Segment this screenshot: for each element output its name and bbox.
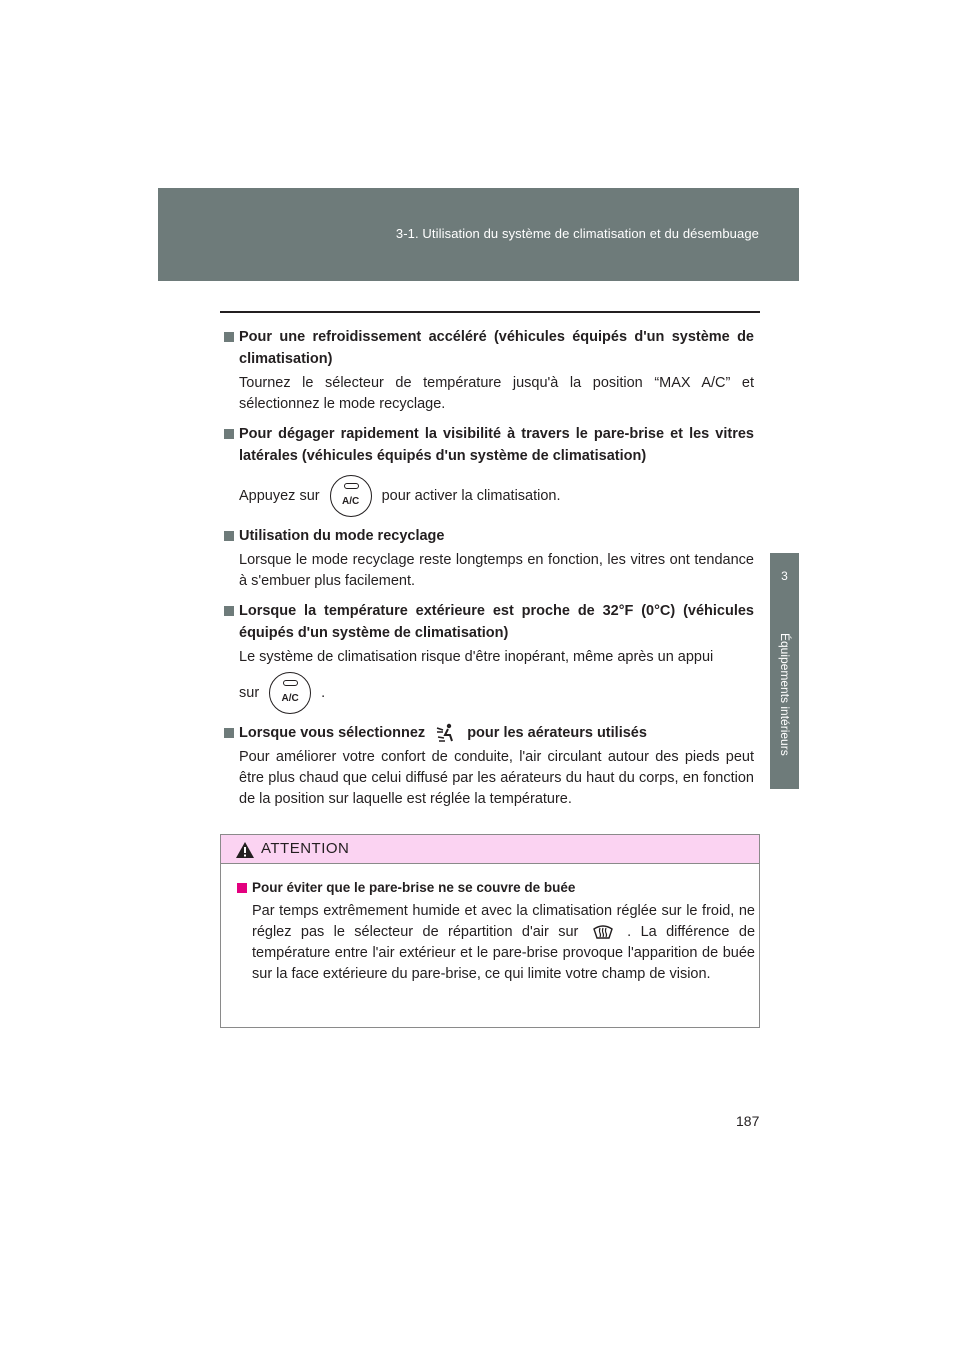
section-body-5: Pour améliorer votre confort de conduite, l'air circulant autour des pieds peut être plus chaud que celui diffusé par les aérateurs du haut du corps, en fonction de la position sur laquelle est réglée la température.	[239, 749, 754, 807]
ac-button-icon	[269, 672, 311, 714]
square-bullet-icon	[224, 531, 234, 541]
section-title: 3-1. Utilisation du système de climatisation et du désembuage	[395, 226, 759, 241]
warning-text: Par temps extrêmement humide et avec la climatisation réglée sur le froid, ne réglez pas le sélecteur de répartition d'air sur . La différence de température entre l'air extérieur et le pare-brise provoque l'apparition de buée sur la face extérieure du pare-brise, ce qui limite votre champ de vision.	[252, 903, 756, 982]
section-body-1: Tournez le sélecteur de température jusqu'à la position “MAX A/C” et sélectionnez le mode recyclage.	[239, 375, 754, 412]
header-rule	[220, 311, 760, 313]
square-bullet-icon	[224, 606, 234, 616]
section-vents	[224, 722, 754, 810]
header-band	[158, 188, 799, 281]
square-bullet-icon	[237, 883, 247, 893]
section-title-3: Utilisation du mode recyclage	[224, 525, 754, 547]
warning-title: Pour éviter que le pare-brise ne se couvre de buée	[237, 878, 755, 898]
section-cold-temperature	[224, 600, 754, 714]
page-number: 187	[736, 1113, 760, 1129]
square-bullet-icon	[224, 429, 234, 439]
chapter-label-tab	[770, 609, 799, 789]
section-title-2: Pour dégager rapidement la visibilité à travers le pare-brise et les vitres latérales (véhicules équipés d'un système de climatisation)	[224, 423, 754, 467]
section-body-4b: sur A/C .	[224, 672, 754, 714]
section-recirculation	[224, 525, 754, 592]
square-bullet-icon	[224, 332, 234, 342]
section-body-2: Appuyez sur A/C pour activer la climatisation.	[224, 475, 754, 517]
windshield-defrost-icon	[592, 923, 614, 941]
section-title-5: Lorsque vous sélectionnez pour les aérateurs utilisés	[224, 722, 754, 744]
page-content	[224, 326, 754, 818]
section-rapid-cooling	[224, 326, 754, 415]
square-bullet-icon	[224, 728, 234, 738]
section-title-4: Lorsque la température extérieure est proche de 32°F (0°C) (véhicules équipés d'un système de climatisation)	[224, 600, 754, 644]
section-body-4: Le système de climatisation risque d'être inopérant, même après un appui	[239, 649, 714, 665]
chapter-tab	[770, 553, 799, 609]
warning-triangle-icon	[235, 841, 255, 859]
ac-indicator-led	[344, 483, 359, 489]
ac-button-icon	[330, 475, 372, 517]
section-body-3: Lorsque le mode recyclage reste longtemps en fonction, les vitres ont tendance à s'embuer plus facilement.	[239, 552, 754, 589]
warning-body	[221, 864, 759, 985]
warning-box	[220, 834, 760, 1028]
section-title-1: Pour une refroidissement accéléré (véhicules équipés d'un système de climatisation)	[224, 326, 754, 370]
section-visibility	[224, 423, 754, 517]
chapter-label: Équipements intérieurs	[778, 633, 792, 756]
ac-indicator-led	[283, 680, 298, 686]
warning-heading: ATTENTION	[261, 840, 350, 857]
foot-face-vent-icon	[435, 723, 457, 743]
ac-button-label: A/C	[341, 496, 360, 507]
ac-button-label: A/C	[281, 693, 299, 704]
chapter-number: 3	[781, 569, 788, 583]
warning-header	[221, 835, 759, 864]
